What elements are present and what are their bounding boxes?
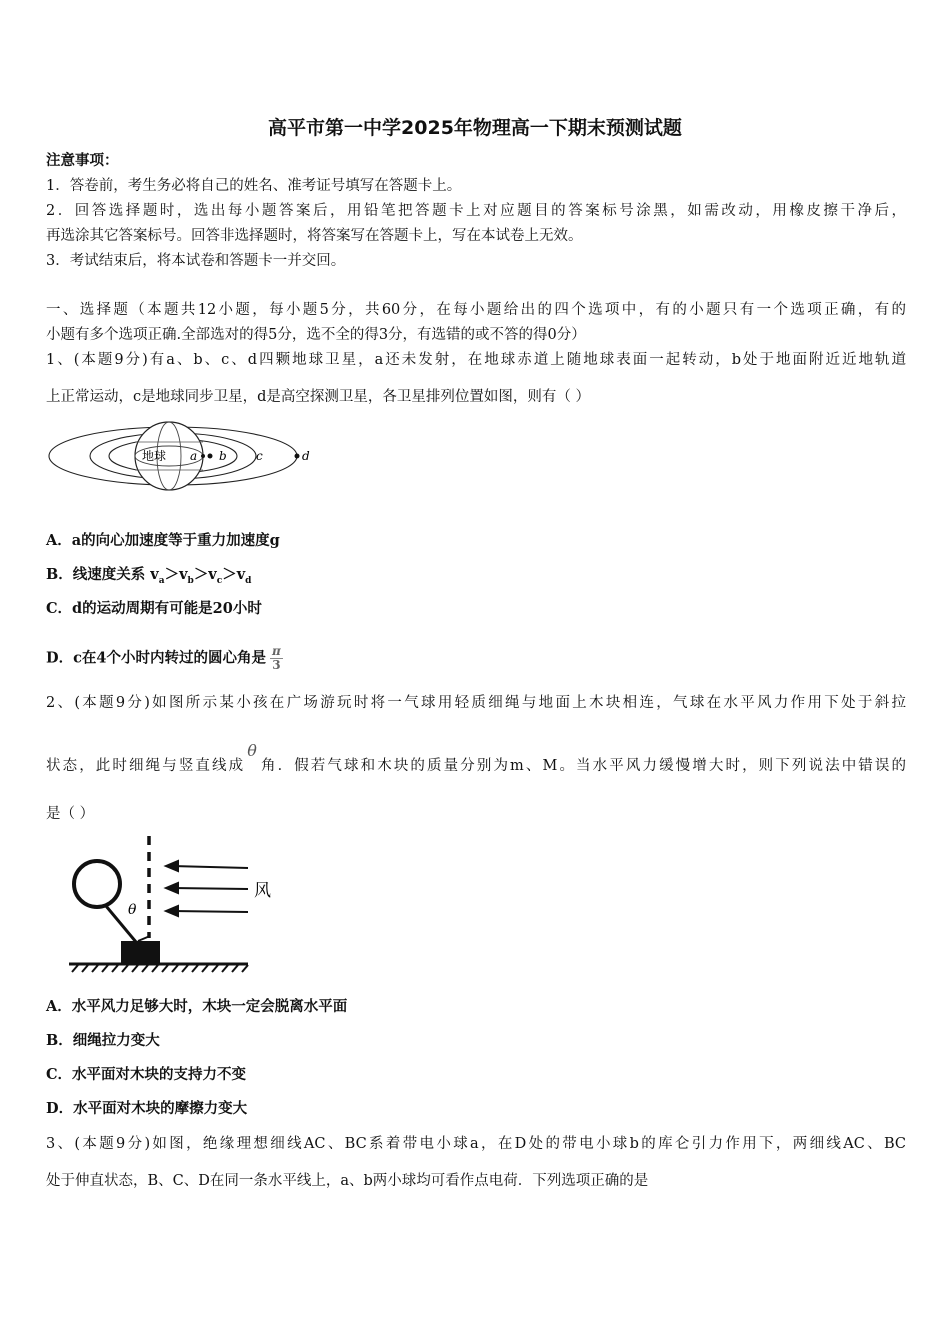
notes-item-1: 1．答卷前，考生务必将自己的姓名、准考证号填写在答题卡上。 <box>46 178 462 194</box>
question-2-stem-1: 2、(本题9分)如图所示某小孩在广场游玩时将一气球用轻质细绳与地面上木块相连，气球在水平风力作用下处于斜拉 <box>46 695 906 711</box>
satellite-d-dot <box>295 454 300 459</box>
satellite-a-label: a <box>190 449 198 463</box>
section-instruction-1: 一、选择题（本题共12小题，每小题5分，共60分，在每小题给出的四个选项中，有的小题只有一个选项正确，有的 <box>46 302 906 318</box>
satellite-b-dot <box>208 454 213 459</box>
question-1-stem-2: 上正常运动，c是地球同步卫星，d是高空探测卫星，各卫星排列位置如图，则有（ ） <box>46 389 591 405</box>
question-1-option-b: B．线速度关系 $v_a>v_b>v_c>v_d$ <box>46 566 252 586</box>
question-1-stem-1: 1、(本题9分)有a、b、c、d四颗地球卫星，a还未发射，在地球赤道上随地球表面一起转动，b处于地面附近近地轨道 <box>46 352 906 368</box>
question-1-option-c: C．d的运动周期有可能是20小时 <box>46 600 262 617</box>
satellite-b-label: b <box>219 449 227 463</box>
question-1-option-d: D．c在4个小时内转过的圆心角是 $\frac{\pi}{3}$ <box>46 644 281 672</box>
section-instruction-2: 小题有多个选项正确.全部选对的得5分，选不全的得3分，有选错的或不答的得0分） <box>46 327 586 343</box>
question-1-option-a: A．a的向心加速度等于重力加速度g <box>46 532 280 549</box>
question-2-option-d: D．水平面对木块的摩擦力变大 <box>46 1100 248 1117</box>
question-3-stem-1: 3、(本题9分)如图，绝缘理想细线AC、BC系着带电小球a，在D处的带电小球b的库仑引力作用下，两细线AC、BC <box>46 1136 906 1152</box>
wooden-block <box>121 941 160 963</box>
notes-heading: 注意事项： <box>46 152 119 169</box>
question-2-option-a: A．水平风力足够大时，木块一定会脱离水平面 <box>46 998 348 1015</box>
earth-label: 地球 <box>142 449 167 463</box>
question-2-stem-3: 是（ ） <box>46 806 95 822</box>
page-title: 高平市第一中学2025年物理高一下期末预测试题 <box>268 117 682 139</box>
satellite-d-label: d <box>302 449 310 463</box>
satellite-a-dot <box>201 454 205 458</box>
notes-item-2-cont: 再选涂其它答案标号。回答非选择题时，将答案写在答题卡上，写在本试卷上无效。 <box>46 228 583 244</box>
question-2-option-c: C．水平面对木块的支持力不变 <box>46 1066 247 1083</box>
satellite-orbit-figure <box>46 420 316 495</box>
notes-item-3: 3．考试结束后，将本试卷和答题卡一并交回。 <box>46 253 346 269</box>
fraction-pi-over-3: $\frac{\pi}{3}$ <box>272 644 281 672</box>
satellite-c-label: c <box>256 449 263 463</box>
notes-item-2: 2．回答选择题时，选出每小题答案后，用铅笔把答题卡上对应题目的答案标号涂黑，如需改动，用橡皮擦干净后， <box>46 203 906 219</box>
wind-arrows <box>166 861 248 916</box>
question-2-stem-2: 状态，此时细绳与竖直线成θ角．假若气球和木块的质量分别为m、M。当水平风力缓慢增大时，则下列说法中错误的 <box>46 741 907 774</box>
question-2-option-b: B．细绳拉力变大 <box>46 1032 160 1049</box>
balloon-wind-figure <box>66 832 286 980</box>
balloon <box>74 861 120 907</box>
theta-label: θ <box>128 902 137 918</box>
wind-label: 风 <box>254 881 271 901</box>
question-3-stem-2: 处于伸直状态，B、C、D在同一条水平线上，a、b两小球均可看作点电荷．下列选项正确的是 <box>46 1173 649 1189</box>
